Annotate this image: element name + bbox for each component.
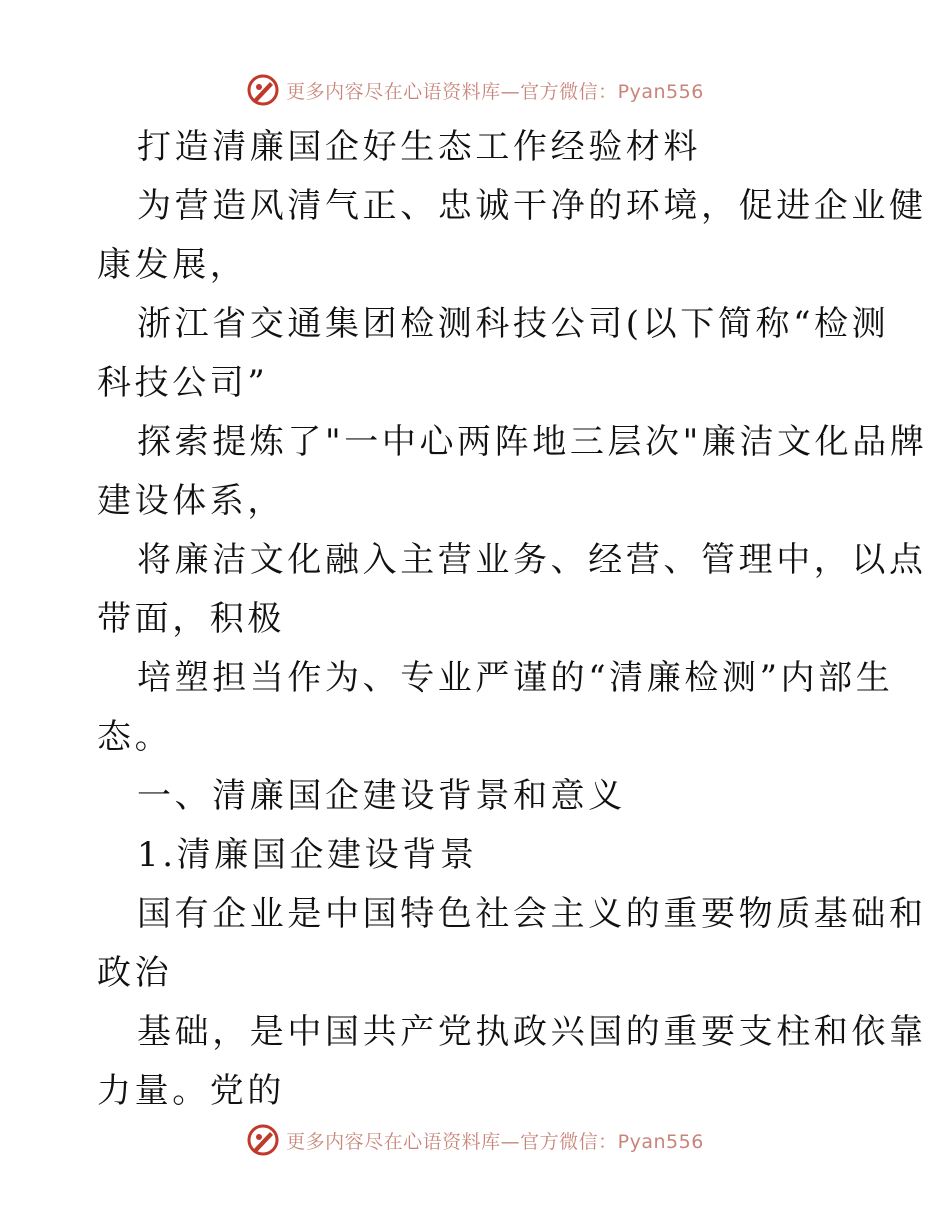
text-line: 力量。党的 xyxy=(97,1071,285,1111)
text-line: 带面，积极 xyxy=(97,599,285,639)
text-line: 康发展， xyxy=(97,245,248,285)
banner-text: 更多内容尽在心语资料库—官方微信：Pyan556 xyxy=(286,80,704,103)
text-line: 建设体系， xyxy=(97,481,285,521)
text-line: 科技公司” xyxy=(97,363,269,403)
text-line: 打造清廉国企好生态工作经验材料 xyxy=(137,127,701,167)
text-line: 一、清廉国企建设背景和意义 xyxy=(137,776,626,816)
text-line: 基础，是中国共产党执政兴国的重要支柱和依靠 xyxy=(137,1012,927,1052)
text-line: 培塑担当作为、专业严谨的“清廉检测”内部生 xyxy=(137,658,894,698)
banner-text: 更多内容尽在心语资料库—官方微信：Pyan556 xyxy=(286,1130,704,1153)
pen-seal-icon xyxy=(246,1123,280,1157)
text-line: 浙江省交通集团检测科技公司(以下简称“检测 xyxy=(137,304,890,344)
header-watermark-banner xyxy=(0,70,950,110)
pen-seal-icon xyxy=(246,73,280,107)
text-line: 政治 xyxy=(97,953,173,993)
text-line: 1.清廉国企建设背景 xyxy=(137,835,478,875)
text-line: 国有企业是中国特色社会主义的重要物质基础和 xyxy=(137,894,927,934)
text-line: 将廉洁文化融入主营业务、经营、管理中，以点 xyxy=(137,540,927,580)
text-line: 探索提炼了"一中心两阵地三层次"廉洁文化品牌 xyxy=(137,422,928,462)
text-line: 态。 xyxy=(97,717,173,757)
text-line: 为营造风清气正、忠诚干净的环境，促进企业健 xyxy=(137,186,927,226)
footer-watermark-banner xyxy=(0,1120,950,1160)
document-body xyxy=(97,118,928,1121)
